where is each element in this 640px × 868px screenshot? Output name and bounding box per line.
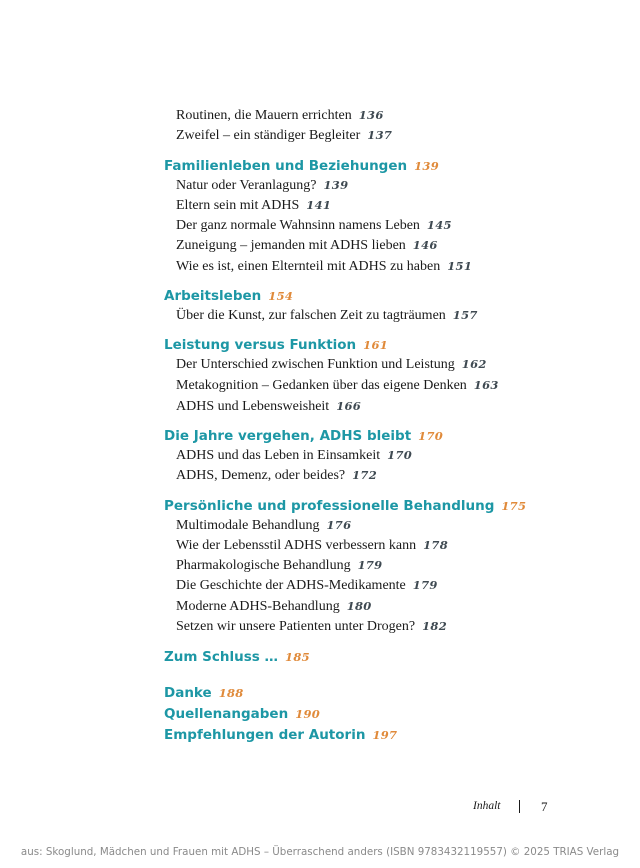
toc-entry-title: Zweifel – ein ständiger Begleiter bbox=[176, 128, 361, 143]
toc-page-number: 145 bbox=[426, 218, 452, 232]
toc-page-number: 162 bbox=[461, 357, 487, 371]
toc-chapter bbox=[164, 336, 388, 354]
toc-chapter-title: Arbeitsleben bbox=[164, 288, 262, 304]
toc-entry-title: Routinen, die Mauern errichten bbox=[176, 108, 352, 123]
footer-divider bbox=[519, 800, 520, 813]
toc-page-number: 188 bbox=[218, 686, 244, 700]
toc-entry bbox=[176, 376, 499, 395]
page-number: 7 bbox=[541, 799, 548, 814]
toc-chapter bbox=[164, 726, 397, 744]
toc-page-number: 154 bbox=[268, 289, 294, 303]
toc-page-number: 172 bbox=[352, 468, 378, 482]
toc-page-number: 161 bbox=[363, 338, 389, 352]
toc-chapter bbox=[164, 427, 443, 445]
toc-entry bbox=[176, 126, 392, 145]
toc-chapter-title: Quellenangaben bbox=[164, 706, 289, 722]
toc-entry-title: Über die Kunst, zur falschen Zeit zu tagträumen bbox=[176, 308, 446, 323]
toc-chapter-title: Leistung versus Funktion bbox=[164, 337, 357, 353]
toc-entry bbox=[176, 576, 438, 595]
running-footer-label: Inhalt bbox=[473, 800, 501, 812]
toc-page-number: 139 bbox=[414, 159, 440, 173]
toc-page-number: 190 bbox=[295, 707, 321, 721]
toc-entry bbox=[176, 556, 382, 575]
toc-entry-title: Metakognition – Gedanken über das eigene Denken bbox=[176, 378, 467, 393]
toc-chapter bbox=[164, 648, 310, 666]
toc-page-number: 151 bbox=[447, 259, 473, 273]
toc-page-number: 170 bbox=[387, 448, 413, 462]
toc-entry-title: Wie es ist, einen Elternteil mit ADHS zu haben bbox=[176, 259, 441, 274]
toc-chapter-title: Zum Schluss … bbox=[164, 649, 279, 665]
toc-entry-title: ADHS, Demenz, oder beides? bbox=[176, 468, 346, 483]
toc-entry-title: Natur oder Veranlagung? bbox=[176, 178, 317, 193]
toc-entry-title: Zuneigung – jemanden mit ADHS lieben bbox=[176, 238, 406, 253]
toc-page-number: 136 bbox=[358, 108, 384, 122]
toc-chapter bbox=[164, 497, 526, 515]
toc-entry-title: ADHS und das Leben in Einsamkeit bbox=[176, 448, 381, 463]
toc-entry bbox=[176, 397, 361, 416]
toc-chapter bbox=[164, 287, 293, 305]
toc-entry-title: Pharmakologische Behandlung bbox=[176, 558, 351, 573]
toc-entry-title: ADHS und Lebensweisheit bbox=[176, 399, 330, 414]
toc-page-number: 180 bbox=[346, 599, 372, 613]
toc-page-number: 141 bbox=[306, 198, 332, 212]
toc-page-number: 176 bbox=[326, 518, 352, 532]
toc-entry-title: Moderne ADHS-Behandlung bbox=[176, 599, 340, 614]
toc-page-number: 185 bbox=[285, 650, 310, 664]
toc-entry bbox=[176, 306, 478, 325]
toc-entry bbox=[176, 257, 472, 276]
toc-page-number: 179 bbox=[412, 578, 438, 592]
toc-page-number: 166 bbox=[336, 399, 362, 413]
toc-page-number: 139 bbox=[323, 178, 349, 192]
toc-chapter-title: Danke bbox=[164, 685, 212, 701]
toc-entry bbox=[176, 355, 487, 374]
toc-page-number: 175 bbox=[501, 499, 527, 513]
toc-entry-title: Setzen wir unsere Patienten unter Drogen? bbox=[176, 619, 416, 634]
toc-entry bbox=[176, 236, 438, 255]
toc-entry-title: Der Unterschied zwischen Funktion und Leistung bbox=[176, 357, 455, 372]
toc-page-number: 163 bbox=[473, 378, 499, 392]
toc-entry bbox=[176, 617, 447, 636]
toc-entry bbox=[176, 466, 377, 485]
toc-page-number: 170 bbox=[418, 429, 444, 443]
toc-chapter-title: Die Jahre vergehen, ADHS bleibt bbox=[164, 428, 412, 444]
toc-entry-title: Der ganz normale Wahnsinn namens Leben bbox=[176, 218, 420, 233]
toc-page-number: 157 bbox=[452, 308, 478, 322]
toc-entry bbox=[176, 216, 452, 235]
toc-page-number: 197 bbox=[372, 728, 398, 742]
toc-page-number: 182 bbox=[422, 619, 447, 633]
toc-page-number: 137 bbox=[367, 128, 393, 142]
toc-entry bbox=[176, 196, 331, 215]
toc-entry-title: Eltern sein mit ADHS bbox=[176, 198, 300, 213]
toc-chapter bbox=[164, 684, 244, 702]
toc-chapter-title: Empfehlungen der Autorin bbox=[164, 727, 366, 743]
source-citation: aus: Skoglund, Mädchen und Frauen mit ADHS – Überraschend anders (ISBN 9783432119557) © 2025 TRIAS Verlag bbox=[20, 846, 620, 858]
toc-entry bbox=[176, 516, 351, 535]
toc-page-number: 146 bbox=[412, 238, 438, 252]
toc-chapter-title: Persönliche und professionelle Behandlung bbox=[164, 498, 495, 514]
toc-chapter bbox=[164, 157, 439, 175]
toc-page-number: 179 bbox=[357, 558, 383, 572]
toc-entry bbox=[176, 176, 348, 195]
toc-entry bbox=[176, 536, 448, 555]
toc-entry-title: Multimodale Behandlung bbox=[176, 518, 320, 533]
toc-entry-title: Wie der Lebensstil ADHS verbessern kann bbox=[176, 538, 417, 553]
toc-chapter bbox=[164, 705, 320, 723]
toc-chapter-title: Familienleben und Beziehungen bbox=[164, 158, 408, 174]
toc-entry bbox=[176, 446, 412, 465]
toc-entry bbox=[176, 597, 372, 616]
toc-entry bbox=[176, 106, 384, 125]
toc-page-number: 178 bbox=[423, 538, 449, 552]
toc-entry-title: Die Geschichte der ADHS-Medikamente bbox=[176, 578, 406, 593]
